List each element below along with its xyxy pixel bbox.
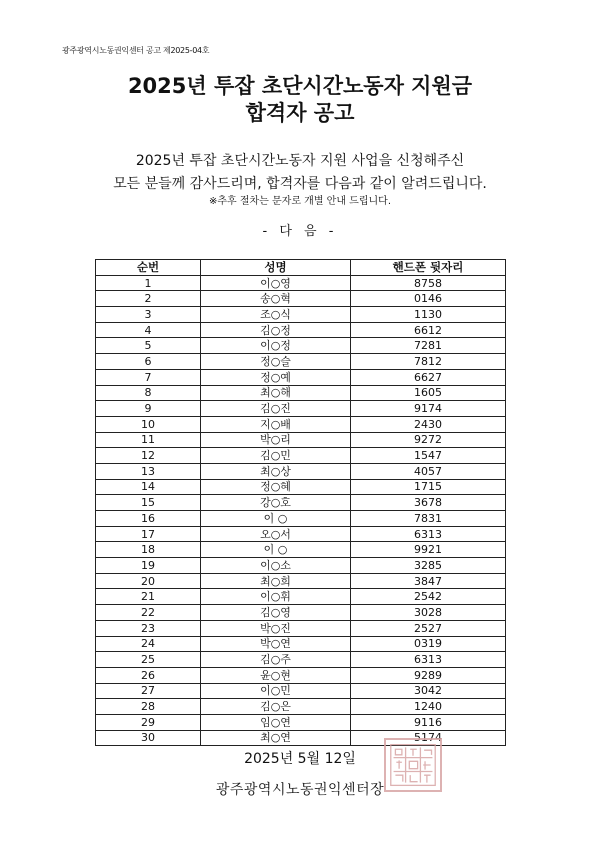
row-name: 송○혁: [201, 291, 351, 307]
row-phone: 3028: [351, 605, 506, 621]
row-phone: 6313: [351, 652, 506, 668]
row-name: 이 ○: [201, 511, 351, 527]
row-phone: 3042: [351, 683, 506, 699]
issuer-name: 광주광역시노동권익센터장: [215, 782, 385, 798]
table-row: [96, 448, 506, 464]
row-phone: 3678: [351, 495, 506, 511]
row-name: 김○영: [201, 605, 351, 621]
official-seal: [384, 738, 442, 792]
row-number: 10: [96, 416, 201, 432]
table-row: [96, 526, 506, 542]
row-name: 김○정: [201, 322, 351, 338]
row-phone: 7812: [351, 354, 506, 370]
row-number: 25: [96, 652, 201, 668]
row-number: 24: [96, 636, 201, 652]
row-number: 30: [96, 730, 201, 746]
row-name: 최○상: [201, 463, 351, 479]
table-row: [96, 683, 506, 699]
row-phone: 1130: [351, 307, 506, 323]
row-number: 2: [96, 291, 201, 307]
table-row: [96, 479, 506, 495]
table-row: [96, 385, 506, 401]
table-row: [96, 589, 506, 605]
row-phone: 7281: [351, 338, 506, 354]
document-number: 광주광역시노동권익센터 공고 제2025-04호: [62, 46, 210, 55]
row-name: 오○서: [201, 526, 351, 542]
row-phone: 0146: [351, 291, 506, 307]
row-number: 19: [96, 558, 201, 574]
row-name: 이○휘: [201, 589, 351, 605]
table-row: [96, 416, 506, 432]
row-phone: 1547: [351, 448, 506, 464]
winners-table: [95, 259, 506, 746]
table-row: [96, 322, 506, 338]
row-name: 이 ○: [201, 542, 351, 558]
row-name: 이○정: [201, 338, 351, 354]
row-number: 4: [96, 322, 201, 338]
row-name: 조○식: [201, 307, 351, 323]
table-row: [96, 495, 506, 511]
header-name: 성명: [201, 260, 351, 276]
row-phone: 0319: [351, 636, 506, 652]
row-number: 27: [96, 683, 201, 699]
row-number: 17: [96, 526, 201, 542]
notice-note: ※추후 절차는 문자로 개별 안내 드립니다.: [208, 196, 391, 207]
row-name: 김○주: [201, 652, 351, 668]
row-number: 26: [96, 667, 201, 683]
row-number: 22: [96, 605, 201, 621]
table-header-row: [96, 260, 506, 276]
row-phone: 6313: [351, 526, 506, 542]
table-row: [96, 605, 506, 621]
table-row: [96, 714, 506, 730]
row-number: 15: [96, 495, 201, 511]
row-number: 1: [96, 275, 201, 291]
row-name: 강○호: [201, 495, 351, 511]
announcement-date: 2025년 5월 12일: [244, 751, 356, 767]
table-row: [96, 636, 506, 652]
row-name: 윤○현: [201, 667, 351, 683]
row-number: 9: [96, 401, 201, 417]
page-subtitle: 합격자 공고: [245, 101, 355, 125]
row-number: 28: [96, 699, 201, 715]
row-number: 12: [96, 448, 201, 464]
row-number: 16: [96, 511, 201, 527]
row-phone: 9174: [351, 401, 506, 417]
row-phone: 4057: [351, 463, 506, 479]
table-row: [96, 667, 506, 683]
table-row: [96, 652, 506, 668]
table-row: [96, 307, 506, 323]
row-name: 최○희: [201, 573, 351, 589]
table-row: [96, 291, 506, 307]
row-phone: 6612: [351, 322, 506, 338]
row-number: 29: [96, 714, 201, 730]
row-phone: 3285: [351, 558, 506, 574]
table-row: [96, 463, 506, 479]
row-phone: 9921: [351, 542, 506, 558]
row-number: 23: [96, 620, 201, 636]
row-name: 정○슬: [201, 354, 351, 370]
row-name: 최○해: [201, 385, 351, 401]
row-name: 이○영: [201, 275, 351, 291]
table-row: [96, 511, 506, 527]
row-name: 이○민: [201, 683, 351, 699]
row-name: 최○연: [201, 730, 351, 746]
table-row: [96, 432, 506, 448]
header-number: 순번: [96, 260, 201, 276]
row-name: 임○연: [201, 714, 351, 730]
row-phone: 8758: [351, 275, 506, 291]
row-number: 8: [96, 385, 201, 401]
row-name: 이○소: [201, 558, 351, 574]
seal-icon: [386, 740, 440, 790]
row-number: 5: [96, 338, 201, 354]
row-phone: 1605: [351, 385, 506, 401]
page-title: 2025년 투잡 초단시간노동자 지원금: [127, 74, 473, 98]
row-name: 정○혜: [201, 479, 351, 495]
row-phone: 9272: [351, 432, 506, 448]
row-phone: 6627: [351, 369, 506, 385]
row-name: 김○민: [201, 448, 351, 464]
row-phone: 1715: [351, 479, 506, 495]
table-row: [96, 338, 506, 354]
table-row: [96, 542, 506, 558]
row-phone: 2430: [351, 416, 506, 432]
row-number: 13: [96, 463, 201, 479]
table-row: [96, 620, 506, 636]
row-phone: 3847: [351, 573, 506, 589]
row-phone: 9116: [351, 714, 506, 730]
row-phone: 9289: [351, 667, 506, 683]
header-phone: 핸드폰 뒷자리: [351, 260, 506, 276]
row-number: 7: [96, 369, 201, 385]
row-number: 20: [96, 573, 201, 589]
row-number: 14: [96, 479, 201, 495]
section-heading: - 다 음 -: [262, 224, 338, 239]
table-row: [96, 401, 506, 417]
row-number: 6: [96, 354, 201, 370]
row-number: 21: [96, 589, 201, 605]
row-name: 김○은: [201, 699, 351, 715]
row-name: 정○예: [201, 369, 351, 385]
row-number: 3: [96, 307, 201, 323]
intro-line-2: 모든 분들께 감사드리며, 합격자를 다음과 같이 알려드립니다.: [113, 176, 487, 192]
table-row: [96, 354, 506, 370]
row-phone: 1240: [351, 699, 506, 715]
table-row: [96, 730, 506, 746]
row-name: 박○연: [201, 636, 351, 652]
table-row: [96, 699, 506, 715]
table-row: [96, 558, 506, 574]
row-phone: 2542: [351, 589, 506, 605]
intro-line-1: 2025년 투잡 초단시간노동자 지원 사업을 신청해주신: [135, 153, 465, 169]
table-row: [96, 275, 506, 291]
row-number: 18: [96, 542, 201, 558]
row-phone: 2527: [351, 620, 506, 636]
row-name: 김○진: [201, 401, 351, 417]
row-name: 지○배: [201, 416, 351, 432]
row-name: 박○리: [201, 432, 351, 448]
row-phone: 5174: [351, 730, 506, 746]
row-phone: 7831: [351, 511, 506, 527]
row-name: 박○진: [201, 620, 351, 636]
table-row: [96, 369, 506, 385]
row-number: 11: [96, 432, 201, 448]
table-row: [96, 573, 506, 589]
